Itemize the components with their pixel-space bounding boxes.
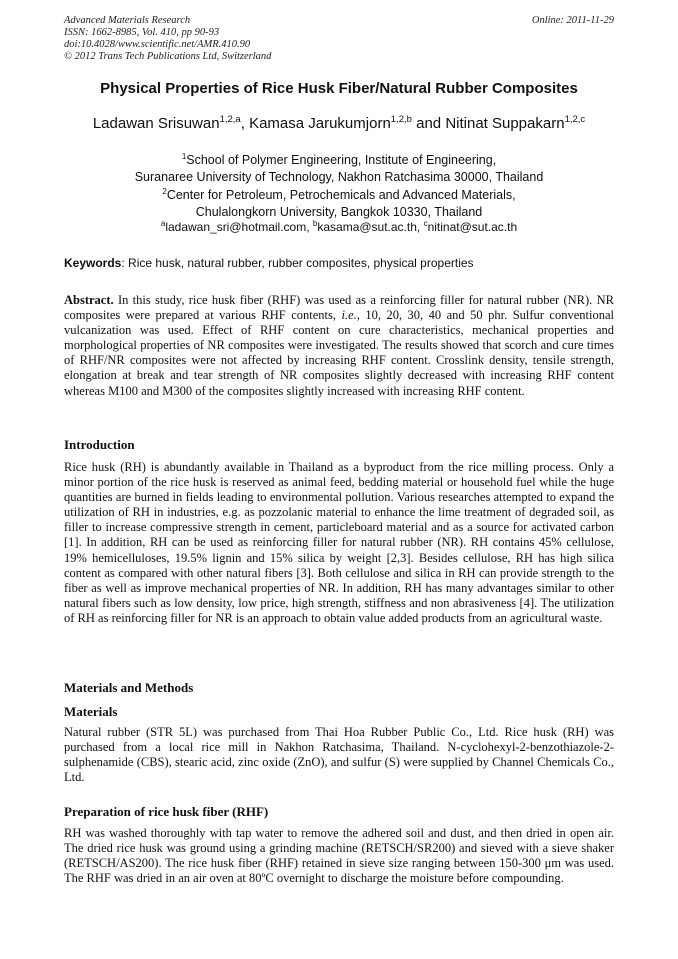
abstract-ie: i.e., — [341, 308, 360, 323]
affiliation-line: Suranaree University of Technology, Nakhon Ratchasima 30000, Thailand — [134, 170, 544, 185]
email-separator: , — [306, 220, 313, 234]
author-affil-sup: 1,2,a — [219, 114, 241, 125]
email-address: kasama@sut.ac.th — [317, 220, 417, 234]
affiliation-2 — [0, 183, 678, 221]
email-address: nitinat@sut.ac.th — [427, 220, 518, 234]
affiliation-line: Center for Petroleum, Petrochemicals and Advanced Materials, — [166, 188, 516, 203]
abstract-text: 10, 20, 30, 40 and 50 phr. Sulfur conventional vulcanization was used. Effect of RHF content on cure characteristics, mechanical properties and morphological properties of NR composites were investigated. The results showed that scorch and cure times of RHF/NR composites were not affected by increasing RHF content. Crosslink density, tensile strength, elongation at break and tear strength of NR composites slightly decreased with increasing RHF content whereas M100 and M300 of the composites slightly increased with increasing RHF content. — [64, 308, 614, 398]
author-affil-sup: 1,2,b — [390, 114, 412, 125]
abstract-label: Abstract. — [64, 293, 114, 307]
author-name: Kamasa Jarukumjorn — [249, 115, 391, 132]
author-list — [0, 114, 678, 132]
keywords-label: Keywords — [64, 256, 122, 270]
introduction-heading: Introduction — [64, 437, 135, 452]
journal-header — [64, 15, 614, 63]
preparation-text: RH was washed thoroughly with tap water to remove the adhered soil and dust, and then dried in open air. The dried rice husk was ground using a grinding machine (RETSCH/SR200) and sieved with a sieve shaker (RETSCH/AS200). The rice husk fiber (RHF) retained in sieve size ranging between 150-300 μm was used. The RHF was dried in an air oven at 80ºC overnight to discharge the moisture before compounding. — [64, 826, 614, 886]
keywords — [64, 256, 614, 270]
preparation-heading: Preparation of rice husk fiber (RHF) — [64, 804, 269, 819]
author-affil-sup: 1,2,c — [564, 114, 586, 125]
paper-title: Physical Properties of Rice Husk Fiber/Natural Rubber Composites — [100, 80, 578, 97]
materials-text: Natural rubber (STR 5L) was purchased from Thai Hoa Rubber Public Co., Ltd. Rice husk (RH) was purchased from a local rice mill in Nakhon Ratchasima, Thailand. N-cyclohexyl-2-benzothiazole-2-sulphenamide (CBS), stearic acid, zinc oxide (ZnO), and sulfur (S) were supplied by Channel Chemicals Co., Ltd. — [64, 725, 614, 785]
introduction-text: Rice husk (RH) is abundantly available in Thailand as a byproduct from the rice milling process. Only a minor portion of the rice husk is reserved as animal feed, bedding material or household fuel while the huge quantities are burned in fields leading to environmental pollution. Various researches attempted to expand the utilization of RH in industries, e.g. as pozzolanic material to enhance the lime treatment of degraded soil, as filler to increase compressive strength in cement, particleboard material and as a source for activated carbon [1]. In addition, RH can be used as reinforcing filler for natural rubber (NR). RH contains 45% cellulose, 19% hemicelluloses, 19.5% lignin and 15% silica by weight [2,3]. Besides cellulose, RH has high silica content as compared with other natural fibers [3]. Both cellulose and silica in RH can provide strength to the fiber as well as improve mechanical properties of NR. In addition, RH has many advantages similar to other natural fibers such as low density, low price, high strength, stiffness and non abrasiveness [4]. The utilization of RH as reinforcing filler for NR is an approach to obtain value added products from an agricultural waste. — [64, 460, 614, 625]
author-conjunction: and — [411, 115, 446, 132]
abstract-text: In this study, rice husk fiber (RHF) was used as a reinforcing filler for natural rubber (NR). NR composites were prepared at various RHF contents, — [64, 293, 614, 323]
email-list — [0, 219, 678, 234]
affiliation-line: School of Polymer Engineering, Institute of Engineering, — [186, 153, 497, 168]
keywords-text: : Rice husk, natural rubber, rubber composites, physical properties — [121, 256, 474, 270]
affiliation-sup: 1 — [181, 152, 187, 161]
author-separator: , — [240, 115, 250, 132]
abstract — [64, 293, 614, 399]
email-separator: , — [416, 220, 424, 234]
email-sup: c — [423, 219, 428, 228]
author-name: Ladawan Srisuwan — [92, 115, 220, 132]
email-sup: b — [312, 219, 318, 228]
doi-line: doi:10.4028/www.scientific.net/AMR.410.90 — [64, 39, 251, 50]
materials-heading: Materials — [64, 704, 118, 719]
journal-name: Advanced Materials Research — [64, 15, 191, 26]
author-name: Nitinat Suppakarn — [445, 115, 565, 132]
email-sup: a — [160, 219, 166, 228]
methods-heading: Materials and Methods — [64, 680, 194, 695]
issn-line: ISSN: 1662-8985, Vol. 410, pp 90-93 — [64, 27, 220, 38]
copyright-line: © 2012 Trans Tech Publications Ltd, Switzerland — [64, 51, 272, 62]
affiliation-1 — [0, 148, 678, 186]
email-address: ladawan_sri@hotmail.com — [165, 220, 307, 234]
affiliation-sup: 2 — [162, 187, 167, 196]
online-date: Online: 2011-11-29 — [531, 15, 614, 26]
affiliation-line: Chulalongkorn University, Bangkok 10330, Thailand — [195, 205, 483, 220]
